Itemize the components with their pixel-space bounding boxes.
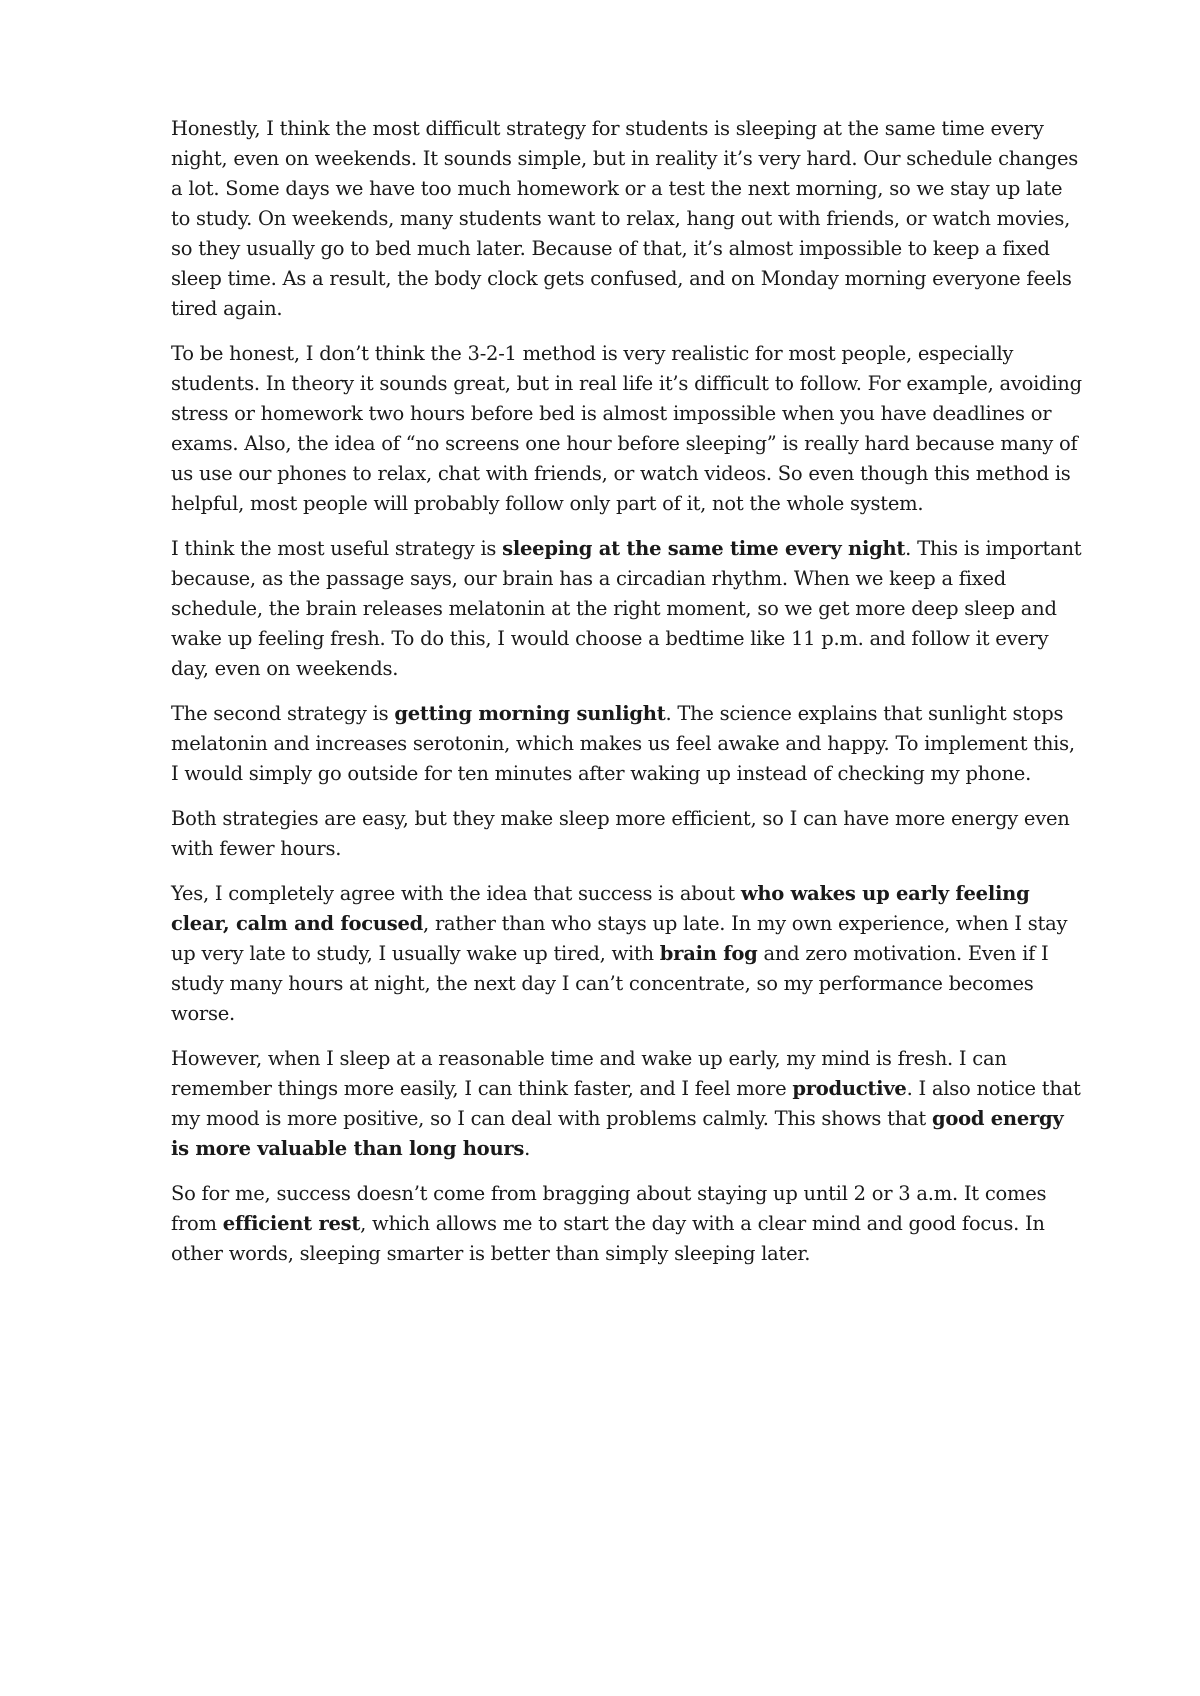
paragraph-text: , which allows me to start the day with a clear mind and good focus. In other words, sleeping smarter is better than simply sleeping later. — [171, 1212, 1045, 1265]
paragraph-text: Both strategies are easy, but they make sleep more efficient, so I can have more energy even with fewer hours. — [171, 807, 1070, 860]
paragraph-text: . — [524, 1137, 531, 1160]
paragraph-2 — [171, 339, 1085, 519]
paragraph-text: , rather than who stays up late. In my own experience, when I stay up very late to study, I usually wake up tired, with — [171, 912, 1068, 965]
bold-phrase: productive — [792, 1077, 907, 1100]
bold-phrase: good energy is more valuable than long hours — [171, 1107, 1064, 1160]
bold-phrase: who wakes up early feeling clear, calm and focused — [171, 882, 1030, 935]
paragraph-6 — [171, 879, 1085, 1029]
paragraph-text: I think the most useful strategy is — [171, 537, 503, 560]
paragraph-1 — [171, 114, 1085, 324]
paragraph-8 — [171, 1179, 1085, 1269]
paragraph-text: and zero motivation. Even if I study many hours at night, the next day I can’t concentrate, so my performance becomes worse. — [171, 942, 1049, 1025]
bold-phrase: brain fog — [659, 942, 758, 965]
paragraph-text: So for me, success doesn’t come from bragging about staying up until 2 or 3 a.m. It comes from — [171, 1182, 1047, 1235]
bold-phrase: efficient rest — [222, 1212, 361, 1235]
paragraph-text: The second strategy is — [171, 702, 395, 725]
paragraph-text: Yes, I completely agree with the idea that success is about — [171, 882, 741, 905]
bold-phrase: sleeping at the same time every night — [502, 537, 906, 560]
paragraph-5 — [171, 804, 1085, 864]
bold-phrase: getting morning sunlight — [394, 702, 666, 725]
paragraph-4 — [171, 699, 1085, 789]
paragraph-text: However, when I sleep at a reasonable time and wake up early, my mind is fresh. I can remember things more easily, I can think faster, and I feel more — [171, 1047, 1007, 1100]
paragraph-text: Honestly, I think the most difficult strategy for students is sleeping at the same time every night, even on weekends. It sounds simple, but in reality it’s very hard. Our schedule changes a lot. Some days we have too much homework or a test the next morning, so we stay up late to study. On weekends, many students want to relax, hang out with friends, or watch movies, so they usually go to bed much later. Because of that, it’s almost impossible to keep a fixed sleep time. As a result, the body clock gets confused, and on Monday morning everyone feels tired again. — [171, 117, 1079, 320]
paragraph-text: . I also notice that my mood is more positive, so I can deal with problems calmly. This shows that — [171, 1077, 1081, 1130]
paragraph-text: To be honest, I don’t think the 3-2-1 method is very realistic for most people, especially students. In theory it sounds great, but in real life it’s difficult to follow. For example, avoiding stress or homework two hours before bed is almost impossible when you have deadlines or exams. Also, the idea of “no screens one hour before sleeping” is really hard because many of us use our phones to relax, chat with friends, or watch videos. So even though this method is helpful, most people will probably follow only part of it, not the whole system. — [171, 342, 1082, 515]
paragraph-7 — [171, 1044, 1085, 1164]
paragraph-text: . The science explains that sunlight stops melatonin and increases serotonin, which makes us feel awake and happy. To implement this, I would simply go outside for ten minutes after waking up instead of checking my phone. — [171, 702, 1075, 785]
paragraph-text: . This is important because, as the passage says, our brain has a circadian rhythm. When we keep a fixed schedule, the brain releases melatonin at the right moment, so we get more deep sleep and wake up feeling fresh. To do this, I would choose a bedtime like 11 p.m. and follow it every day, even on weekends. — [171, 537, 1082, 680]
document-body — [171, 114, 1085, 1284]
paragraph-3 — [171, 534, 1085, 684]
